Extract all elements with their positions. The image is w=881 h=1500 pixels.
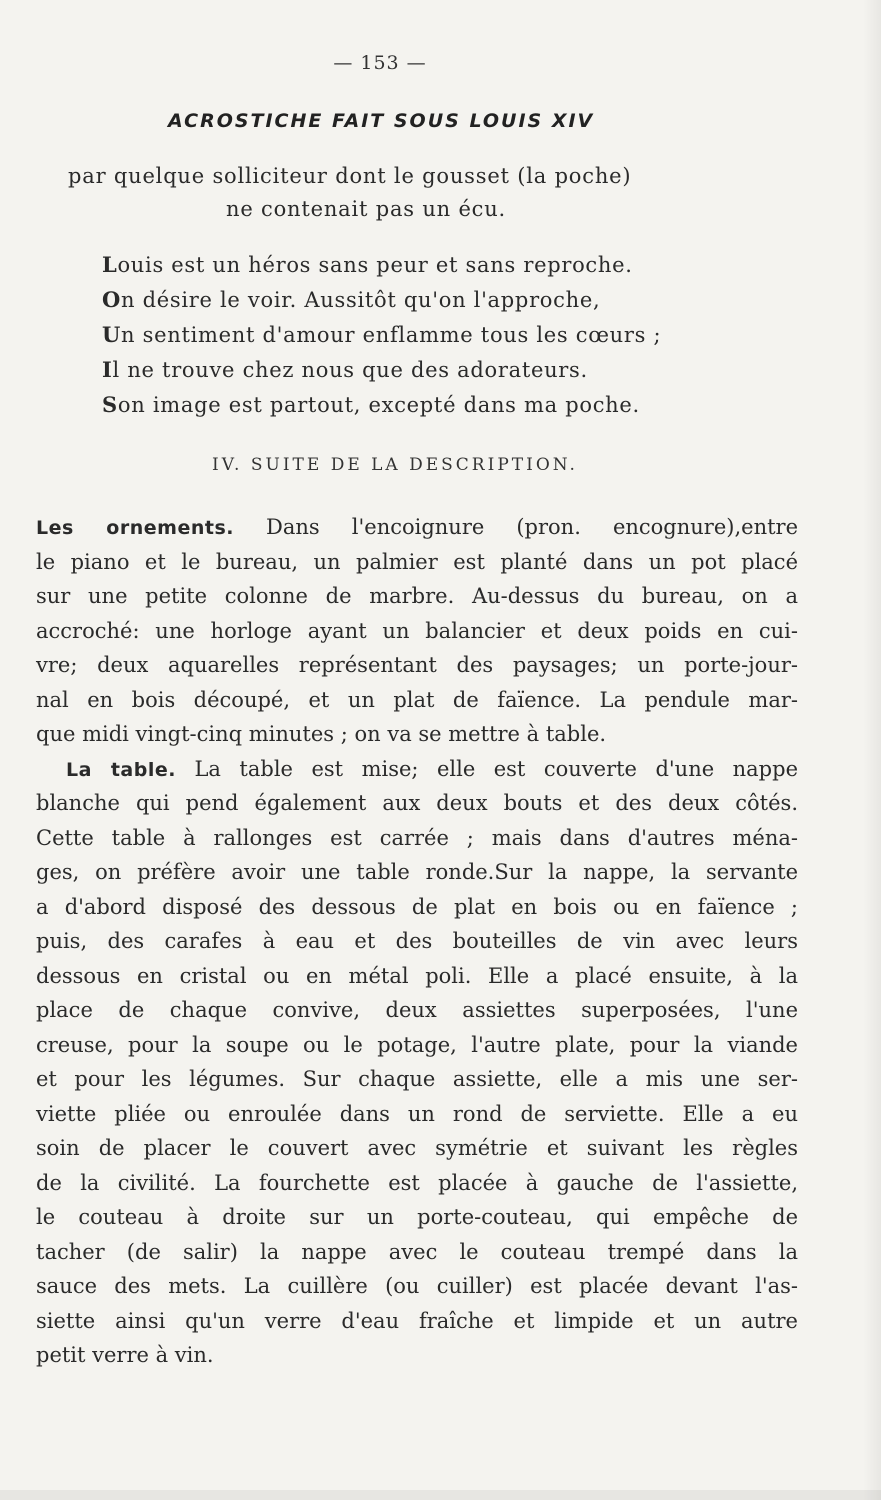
paragraph-heading: Les ornements. bbox=[36, 517, 234, 539]
text-line: puis, des carafes à eau et des bouteilles de vin avec leurs bbox=[36, 929, 798, 953]
text-line: creuse, pour la soupe ou le potage, l'autre plate, pour la viande bbox=[36, 1032, 798, 1057]
poem-initial: L bbox=[102, 252, 118, 277]
text-line: place de chaque convive, deux assiettes superposées, l'une bbox=[36, 998, 798, 1022]
acrostic-poem bbox=[102, 247, 742, 422]
text-line: accroché: une horloge ayant un balancier et deux poids en cui- bbox=[36, 618, 798, 643]
paragraph-heading: La table. bbox=[66, 758, 176, 781]
poem-line bbox=[102, 282, 742, 317]
text-line: blanche qui pend également aux deux bouts et des deux côtés. bbox=[36, 791, 798, 815]
poem-line-text: ouis est un héros sans peur et sans reproche. bbox=[117, 253, 633, 277]
text-line: Les ornements. Dans l'encoignure (pron. encognure),entre bbox=[36, 515, 798, 539]
poem-line bbox=[102, 317, 742, 352]
text-line: petit verre à vin. bbox=[36, 1343, 214, 1367]
text-line: siette ainsi qu'un verre d'eau fraîche et limpide et un autre bbox=[36, 1308, 798, 1333]
poem-line-text: n désire le voir. Aussitôt qu'on l'approche, bbox=[121, 288, 601, 312]
body-text bbox=[36, 510, 798, 1373]
poem-initial: S bbox=[102, 392, 118, 417]
text-line: sauce des mets. La cuillère (ou cuiller) est placée devant l'as- bbox=[36, 1274, 798, 1298]
text-line: La table. La table est mise; elle est couverte d'une nappe bbox=[66, 756, 798, 781]
text-line: tacher (de salir) la nappe avec le couteau trempé dans la bbox=[36, 1239, 798, 1264]
scan-shadow-edge bbox=[863, 0, 881, 1500]
text-line: dessous en cristal ou en métal poli. Elle a placé ensuite, à la bbox=[36, 963, 798, 988]
text-line: que midi vingt-cinq minutes ; on va se mettre à table. bbox=[36, 722, 607, 746]
text-line: nal en bois découpé, et un plat de faïence. La pendule mar- bbox=[36, 687, 798, 712]
text-line: a d'abord disposé des dessous de plat en bois ou en faïence ; bbox=[36, 894, 798, 919]
page-number: — 153 — bbox=[333, 52, 427, 74]
text-line: ges, on préfère avoir une table ronde.Sur la nappe, la servante bbox=[36, 860, 798, 884]
poem-line bbox=[102, 352, 742, 387]
intro-line-2: ne contenait pas un écu. bbox=[226, 197, 507, 221]
poem-initial: U bbox=[102, 322, 122, 347]
text-line: vre; deux aquarelles représentant des paysages; un porte-jour- bbox=[36, 653, 798, 677]
poem-line-text: n sentiment d'amour enflamme tous les cœurs ; bbox=[121, 323, 662, 347]
poem-line-text: on image est partout, excepté dans ma poche. bbox=[117, 393, 640, 417]
page-title: ACROSTICHE FAIT SOUS LOUIS XIV bbox=[168, 110, 595, 132]
poem-initial: O bbox=[102, 287, 121, 312]
text-line: viette pliée ou enroulée dans un rond de serviette. Elle a eu bbox=[36, 1101, 798, 1126]
text-line: sur une petite colonne de marbre. Au-dessus du bureau, on a bbox=[36, 584, 798, 608]
poem-initial: I bbox=[102, 357, 113, 382]
text-line: le couteau à droite sur un porte-couteau, qui empêche de bbox=[36, 1205, 798, 1229]
text-line: et pour les légumes. Sur chaque assiette, elle a mis une ser- bbox=[36, 1067, 798, 1091]
poem-line bbox=[102, 247, 742, 282]
poem-line-text: l ne trouve chez nous que des adorateurs. bbox=[112, 358, 588, 382]
text-line: le piano et le bureau, un palmier est planté dans un pot placé bbox=[36, 549, 798, 574]
text-line: soin de placer le couvert avec symétrie et suivant les règles bbox=[36, 1136, 798, 1160]
text-line: de la civilité. La fourchette est placée à gauche de l'assiette, bbox=[36, 1170, 798, 1195]
intro-line-1: par quelque solliciteur dont le gousset (la poche) bbox=[68, 164, 632, 188]
scan-shadow-bottom bbox=[0, 1490, 881, 1500]
section-heading: IV. SUITE DE LA DESCRIPTION. bbox=[212, 455, 578, 475]
poem-line bbox=[102, 387, 742, 422]
text-line: Cette table à rallonges est carrée ; mais dans d'autres ména- bbox=[36, 825, 798, 850]
